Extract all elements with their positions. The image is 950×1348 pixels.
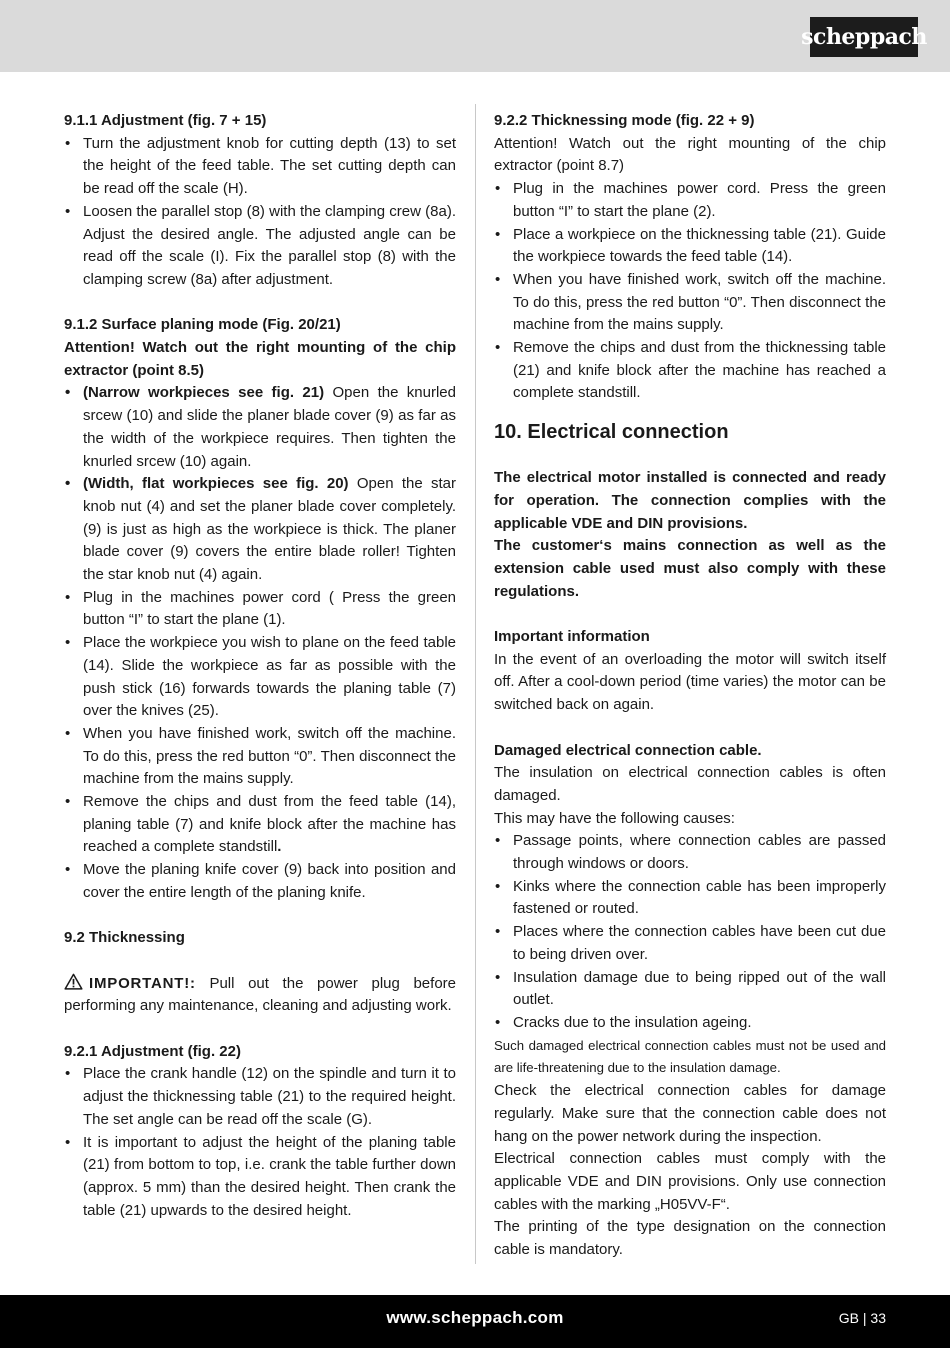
list-item: • Places where the connection cables have been cut due to being driven over. bbox=[494, 921, 886, 966]
important-warning bbox=[64, 973, 456, 1018]
causes-list bbox=[494, 830, 886, 1034]
section-9-1-1-title: 9.1.1 Adjustment (fig. 7 + 15) bbox=[64, 112, 267, 129]
wide-text: Open the star knob nut (4) and set the planer blade cover completely. (9) is just as high as the workpiece is thick. The planer blade cover (9) covers the entire blade roller! Tighten the star knob nut (4) again. bbox=[83, 475, 456, 584]
list-item: • Place the crank handle (12) on the spindle and turn it to adjust the thicknessing table (21) to the required height. The set angle can be read off the scale (G). bbox=[64, 1063, 456, 1131]
mains-statement: The customer‘s mains connection as well as the extension cable used must also comply with these regulations. bbox=[494, 537, 886, 600]
important-info-title: Important information bbox=[494, 628, 650, 646]
section-9-2-1-title: 9.2.1 Adjustment (fig. 22) bbox=[64, 1042, 241, 1060]
damaged-cable-title: Damaged electrical connection cable. bbox=[494, 741, 762, 759]
section-9-2-title: 9.2 Thicknessing bbox=[64, 929, 185, 947]
remove-period: . bbox=[277, 838, 282, 856]
list-item bbox=[64, 791, 456, 859]
type-designation-text: The printing of the type designation on the connection cable is mandatory. bbox=[494, 1218, 886, 1259]
important-label: IMPORTANT!: bbox=[89, 974, 196, 992]
page-footer bbox=[0, 1295, 950, 1348]
important-info-text: In the event of an overloading the motor will switch itself off. After a cool-down period (time varies) the motor can be switched back on again. bbox=[494, 650, 886, 714]
page-number: GB | 33 bbox=[838, 1310, 886, 1326]
list-item: • Place the workpiece you wish to plane on the feed table (14). Slide the workpiece as far as possible with the push stick (16) forwards towards the planing table (7) over the knives (25). bbox=[64, 632, 456, 723]
damaged-cable-causes: This may have the following causes: bbox=[494, 809, 735, 827]
narrow-label: (Narrow workpieces see fig. 21) bbox=[83, 384, 325, 402]
section-9-2-1-list bbox=[64, 1063, 456, 1222]
wide-label: (Width, flat workpieces see fig. 20) bbox=[83, 475, 349, 493]
right-column bbox=[494, 110, 886, 1262]
list-item: • Remove the chips and dust from the thicknessing table (21) and knife block after the machine has reached a complete standstill. bbox=[494, 337, 886, 405]
danger-note: Such damaged electrical connection cables must not be used and are life-threatening due to the insulation damage. bbox=[494, 1037, 886, 1076]
page-header bbox=[0, 0, 950, 72]
list-item: • Plug in the machines power cord ( Press the green button “I” to start the plane (1). bbox=[64, 587, 456, 632]
section-9-1-2-title: 9.1.2 Surface planing mode (Fig. 20/21) bbox=[64, 316, 341, 334]
list-item: • Insulation damage due to being ripped out of the wall outlet. bbox=[494, 967, 886, 1012]
section-9-2-2-title: 9.2.2 Thicknessing mode (fig. 22 + 9) bbox=[494, 112, 755, 129]
list-item: • Place a workpiece on the thicknessing table (21). Guide the workpiece towards the feed table (14). bbox=[494, 224, 886, 269]
warning-triangle-icon bbox=[64, 973, 83, 990]
attention-note: Attention! Watch out the right mounting of the chip extractor (point 8.5) bbox=[64, 339, 456, 379]
footer-url: www.scheppach.com bbox=[386, 1308, 564, 1327]
section-10-title: 10. Electrical connection bbox=[494, 421, 729, 444]
connection-statement: The electrical motor installed is connected and ready for operation. The connection complies with the applicable VDE and DIN provisions. bbox=[494, 469, 886, 532]
left-column bbox=[64, 110, 456, 1222]
list-item bbox=[64, 382, 456, 473]
list-item: • When you have finished work, switch off the machine. To do this, press the red button “0”. Then disconnect the machine from the mains supply. bbox=[64, 723, 456, 791]
cable-provisions-text: Electrical connection cables must comply with the applicable VDE and DIN provisions. Only use connection cables with the marking „H05VV-F“. bbox=[494, 1150, 886, 1213]
logo-text: scheppach bbox=[801, 24, 927, 50]
narrow-text: Open the knurled srcew (10) and slide the planer blade cover (9) as far as the width of the workpiece requires. Then tighten the knurled srcew (10) again. bbox=[83, 384, 456, 470]
list-item bbox=[64, 473, 456, 587]
list-item: • When you have finished work, switch off the machine. To do this, press the red button “0”. Then disconnect the machine from the mains supply. bbox=[494, 269, 886, 337]
list-item: • Turn the adjustment knob for cutting depth (13) to set the height of the feed table. The set cutting depth can be read off the scale (H). bbox=[64, 133, 456, 201]
section-9-1-2-list bbox=[64, 382, 456, 904]
list-item: • Kinks where the connection cable has been improperly fastened or routed. bbox=[494, 876, 886, 921]
list-item: • Plug in the machines power cord. Press the green button “I” to start the plane (2). bbox=[494, 178, 886, 223]
damaged-cable-text: The insulation on electrical connection cables is often damaged. bbox=[494, 764, 886, 804]
scheppach-logo bbox=[801, 17, 927, 57]
section-9-1-1-list bbox=[64, 133, 456, 292]
remove-text: Remove the chips and dust from the feed table (14), planing table (7) and knife block after the machine has reached a complete standstill bbox=[83, 793, 456, 856]
list-item: • Loosen the parallel stop (8) with the clamping crew (8a). Adjust the desired angle. The adjusted angle can be read off the scale (I). Fix the parallel stop (8) with the clamping screw (8a) after adjustment. bbox=[64, 201, 456, 292]
section-9-2-2-list bbox=[494, 178, 886, 405]
attention-note: Attention! Watch out the right mounting of the chip extractor (point 8.7) bbox=[494, 134, 886, 175]
list-item: • Passage points, where connection cables are passed through windows or doors. bbox=[494, 830, 886, 875]
column-divider bbox=[475, 104, 476, 1264]
list-item: • Move the planing knife cover (9) back into position and cover the entire length of the planing knife. bbox=[64, 859, 456, 904]
check-cables-text: Check the electrical connection cables for damage regularly. Make sure that the connection cable does not hang on the power network during the inspection. bbox=[494, 1082, 886, 1145]
list-item: • It is important to adjust the height of the planing table (21) from bottom to top, i.e. crank the table further down (approx. 5 mm) than the desired height. Then crank the table (21) upwards to the desired height. bbox=[64, 1132, 456, 1223]
list-item: • Cracks due to the insulation ageing. bbox=[494, 1012, 886, 1035]
important-text: Pull out the power plug before performing any maintenance, cleaning and adjusting work. bbox=[64, 974, 456, 1015]
